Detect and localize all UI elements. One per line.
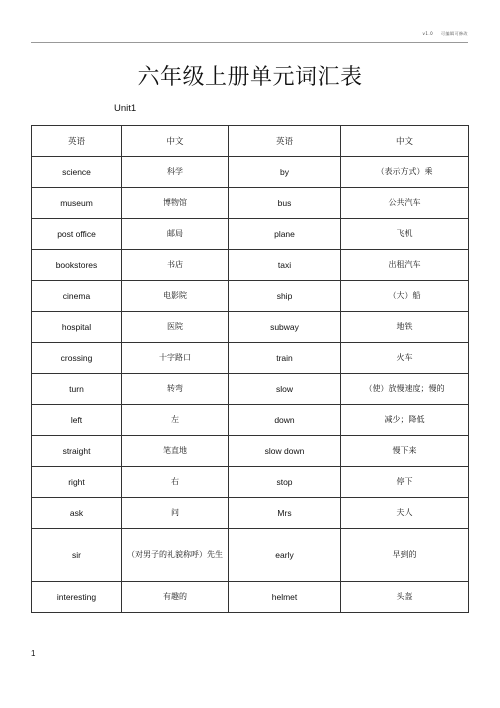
english-word: bookstores bbox=[32, 250, 122, 281]
chinese-meaning: 笔直地 bbox=[122, 436, 229, 467]
chinese-meaning: 公共汽车 bbox=[341, 188, 469, 219]
header-note: 可编辑可修改 bbox=[441, 31, 468, 36]
column-header-english: 英语 bbox=[32, 126, 122, 157]
chinese-meaning: 电影院 bbox=[122, 281, 229, 312]
header-code: v1.0 bbox=[422, 31, 434, 36]
english-word: helmet bbox=[229, 582, 341, 613]
table-header-row bbox=[32, 126, 469, 157]
header-rule bbox=[31, 42, 468, 43]
column-header-chinese: 中文 bbox=[122, 126, 229, 157]
english-word: early bbox=[229, 529, 341, 582]
table-row bbox=[32, 250, 469, 281]
chinese-meaning: （表示方式）乘 bbox=[341, 157, 469, 188]
chinese-meaning: 慢下来 bbox=[341, 436, 469, 467]
table-row bbox=[32, 281, 469, 312]
english-word: left bbox=[32, 405, 122, 436]
chinese-meaning: 头盔 bbox=[341, 582, 469, 613]
vocabulary-table bbox=[31, 125, 469, 613]
english-word: right bbox=[32, 467, 122, 498]
english-word: cinema bbox=[32, 281, 122, 312]
chinese-meaning: 夫人 bbox=[341, 498, 469, 529]
chinese-meaning: （使）放慢速度；慢的 bbox=[341, 374, 469, 405]
english-word: science bbox=[32, 157, 122, 188]
unit-label: Unit1 bbox=[114, 103, 137, 114]
english-word: crossing bbox=[32, 343, 122, 374]
english-word: stop bbox=[229, 467, 341, 498]
english-word: Mrs bbox=[229, 498, 341, 529]
english-word: hospital bbox=[32, 312, 122, 343]
chinese-meaning: 地铁 bbox=[341, 312, 469, 343]
chinese-meaning: 有趣的 bbox=[122, 582, 229, 613]
header-mark bbox=[416, 31, 468, 37]
table-row bbox=[32, 436, 469, 467]
table-row bbox=[32, 219, 469, 250]
chinese-meaning: 转弯 bbox=[122, 374, 229, 405]
chinese-meaning: 问 bbox=[122, 498, 229, 529]
table-row bbox=[32, 582, 469, 613]
table-row bbox=[32, 467, 469, 498]
english-word: subway bbox=[229, 312, 341, 343]
table-row bbox=[32, 312, 469, 343]
english-word: by bbox=[229, 157, 341, 188]
column-header-english: 英语 bbox=[229, 126, 341, 157]
english-word: interesting bbox=[32, 582, 122, 613]
page-number: 1 bbox=[31, 649, 36, 658]
english-word: taxi bbox=[229, 250, 341, 281]
english-word: sir bbox=[32, 529, 122, 582]
english-word: turn bbox=[32, 374, 122, 405]
table-row bbox=[32, 157, 469, 188]
english-word: plane bbox=[229, 219, 341, 250]
document-title: 六年级上册单元词汇表 bbox=[137, 65, 363, 90]
vocabulary-table-body bbox=[32, 157, 469, 613]
chinese-meaning: 火车 bbox=[341, 343, 469, 374]
english-word: train bbox=[229, 343, 341, 374]
chinese-meaning: 停下 bbox=[341, 467, 469, 498]
chinese-meaning: 医院 bbox=[122, 312, 229, 343]
table-row bbox=[32, 498, 469, 529]
chinese-meaning: 出租汽车 bbox=[341, 250, 469, 281]
chinese-meaning: 减少；降低 bbox=[341, 405, 469, 436]
english-word: down bbox=[229, 405, 341, 436]
chinese-meaning: （大）船 bbox=[341, 281, 469, 312]
chinese-meaning: 早到的 bbox=[341, 529, 469, 582]
chinese-meaning: 左 bbox=[122, 405, 229, 436]
table-row bbox=[32, 405, 469, 436]
english-word: post office bbox=[32, 219, 122, 250]
table-row bbox=[32, 374, 469, 405]
english-word: straight bbox=[32, 436, 122, 467]
chinese-meaning: 博物馆 bbox=[122, 188, 229, 219]
table-row bbox=[32, 529, 469, 582]
chinese-meaning: 十字路口 bbox=[122, 343, 229, 374]
english-word: slow bbox=[229, 374, 341, 405]
chinese-meaning: 飞机 bbox=[341, 219, 469, 250]
table-row bbox=[32, 343, 469, 374]
english-word: slow down bbox=[229, 436, 341, 467]
english-word: ship bbox=[229, 281, 341, 312]
column-header-chinese: 中文 bbox=[341, 126, 469, 157]
chinese-meaning: （对男子的礼貌称呼）先生 bbox=[122, 529, 229, 582]
chinese-meaning: 书店 bbox=[122, 250, 229, 281]
chinese-meaning: 科学 bbox=[122, 157, 229, 188]
english-word: ask bbox=[32, 498, 122, 529]
table-row bbox=[32, 188, 469, 219]
english-word: bus bbox=[229, 188, 341, 219]
chinese-meaning: 右 bbox=[122, 467, 229, 498]
english-word: museum bbox=[32, 188, 122, 219]
chinese-meaning: 邮局 bbox=[122, 219, 229, 250]
